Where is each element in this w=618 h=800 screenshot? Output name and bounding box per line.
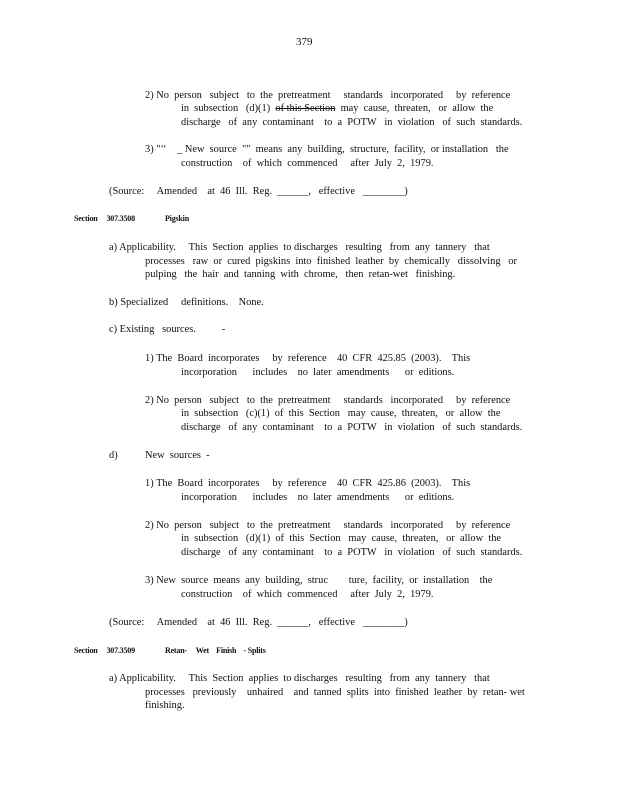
specialized-definitions: b) Specialized definitions. None. [109, 297, 264, 308]
applicability-1-line-3: pulping the hair and tanning with chrome, then retan-wet finishing. [145, 269, 456, 280]
new-1-line-2: incorporation includes no later amendments or editions. [181, 492, 455, 503]
item-2-line-2 [181, 102, 493, 115]
section-title-2: Retan- Wet Finish - Splits [165, 646, 266, 655]
source-note-2: (Source: Amended at 46 Ill. Reg. ______, effective ________) [109, 617, 408, 628]
struck-text: of this Section [275, 103, 336, 114]
section-number-2: Section 307.3509 [74, 646, 135, 655]
item-2-line-2-b: may cause, threaten, or allow the [335, 103, 494, 114]
existing-1-line-2: incorporation includes no later amendments or editions. [181, 367, 455, 378]
existing-2-line-3: discharge of any contaminant to a POTW in violation of such standards. [181, 422, 523, 433]
new-2-line-3: discharge of any contaminant to a POTW in violation of such standards. [181, 547, 523, 558]
new-3-line-2: construction of which commenced after July 2, 1979. [181, 589, 434, 600]
item-2-line-3: discharge of any contaminant to a POTW in violation of such standards. [181, 117, 523, 128]
section-title-1: Pigskin [165, 214, 189, 223]
item-3-line-2: construction of which commenced after July 2, 1979. [181, 158, 434, 169]
section-number-1: Section 307.3508 [74, 214, 135, 223]
item-2-line-2-a: in subsection (d)(1) [181, 103, 276, 114]
existing-sources: c) Existing sources. - [109, 324, 226, 335]
item-3-line-1: 3) "‘‘ _ New source "" means any building, structure, facility, or installation the [145, 144, 509, 155]
source-note-1: (Source: Amended at 46 Ill. Reg. ______, effective ________) [109, 186, 408, 197]
new-2-line-2: in subsection (d)(1) of this Section may cause, threaten, or allow the [181, 533, 502, 544]
existing-2-line-2: in subsection (c)(1) of this Section may cause, threaten, or allow the [181, 408, 501, 419]
applicability-2-line-1: a) Applicability. This Section applies to discharges resulting from any tannery that [109, 673, 490, 684]
existing-1-line-1: 1) The Board incorporates by reference 40 CFR 425.85 (2003). This [145, 353, 471, 364]
item-2-line-1: 2) No person subject to the pretreatment standards incorporated by reference [145, 90, 511, 101]
new-2-line-1: 2) No person subject to the pretreatment standards incorporated by reference [145, 520, 511, 531]
existing-2-line-1: 2) No person subject to the pretreatment standards incorporated by reference [145, 395, 511, 406]
page-number: 379 [296, 36, 313, 48]
applicability-1-line-2: processes raw or cured pigskins into finished leather by chemically dissolving or [145, 256, 517, 267]
new-sources-heading: New sources - [145, 450, 210, 461]
new-sources-label: d) [109, 450, 118, 461]
applicability-2-line-3: finishing. [145, 700, 185, 711]
applicability-1-line-1: a) Applicability. This Section applies to discharges resulting from any tannery that [109, 242, 490, 253]
new-3-line-1: 3) New source means any building, struc ture, facility, or installation the [145, 575, 493, 586]
applicability-2-line-2: processes previously unhaired and tanned splits into finished leather by retan- wet [145, 687, 525, 698]
new-1-line-1: 1) The Board incorporates by reference 40 CFR 425.86 (2003). This [145, 478, 471, 489]
